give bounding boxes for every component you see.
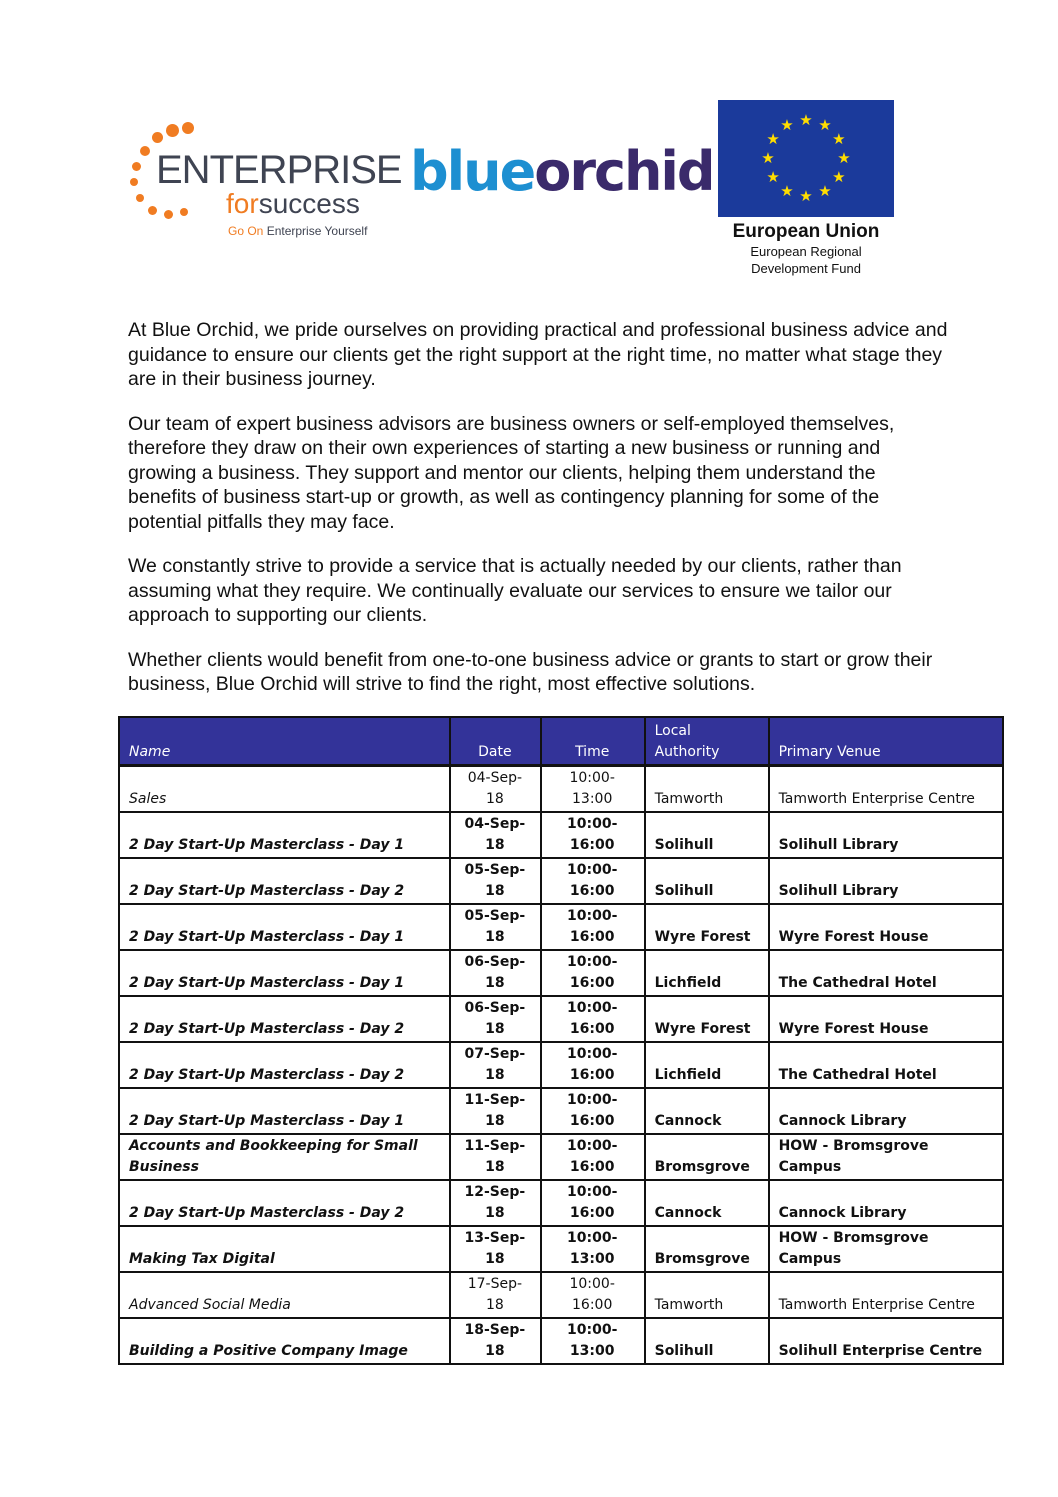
cell-name: 2 Day Start-Up Masterclass - Day 2 bbox=[119, 1180, 450, 1226]
schedule-table bbox=[118, 716, 1004, 1365]
cell-venue: Solihull Enterprise Centre bbox=[769, 1318, 1003, 1364]
eu-star-icon: ★ bbox=[799, 112, 813, 129]
cell-name: 2 Day Start-Up Masterclass - Day 1 bbox=[119, 812, 450, 858]
cell-name: Sales bbox=[119, 766, 450, 813]
cell-time: 10:00-16:00 bbox=[541, 950, 645, 996]
cell-name: Accounts and Bookkeeping for Small Business bbox=[119, 1134, 450, 1180]
cell-date: 18-Sep-18 bbox=[450, 1318, 541, 1364]
cell-date: 05-Sep-18 bbox=[450, 904, 541, 950]
cell-local-authority: Wyre Forest bbox=[645, 904, 769, 950]
table-row bbox=[119, 950, 1003, 996]
cell-name: Building a Positive Company Image bbox=[119, 1318, 450, 1364]
table-row bbox=[119, 1180, 1003, 1226]
efs-tagline: Go On Enterprise Yourself bbox=[228, 224, 368, 238]
header-date: Date bbox=[450, 717, 541, 766]
cell-venue: Solihull Library bbox=[769, 812, 1003, 858]
table-row bbox=[119, 1134, 1003, 1180]
eu-star-icon: ★ bbox=[832, 131, 846, 148]
table-row bbox=[119, 1318, 1003, 1364]
cell-time: 10:00-13:00 bbox=[541, 766, 645, 813]
eu-star-icon: ★ bbox=[837, 150, 851, 167]
cell-venue: Tamworth Enterprise Centre bbox=[769, 766, 1003, 813]
cell-local-authority: Bromsgrove bbox=[645, 1134, 769, 1180]
efs-line2: forsuccess bbox=[226, 188, 360, 219]
eu-star-icon: ★ bbox=[780, 117, 794, 135]
enterprise-for-success-logo bbox=[128, 118, 402, 248]
cell-time: 10:00-16:00 bbox=[541, 812, 645, 858]
cell-time: 10:00-16:00 bbox=[541, 1088, 645, 1134]
cell-venue: Cannock Library bbox=[769, 1088, 1003, 1134]
cell-date: 04-Sep-18 bbox=[450, 766, 541, 813]
cell-local-authority: Cannock bbox=[645, 1088, 769, 1134]
table-row bbox=[119, 1226, 1003, 1272]
cell-time: 10:00-16:00 bbox=[541, 904, 645, 950]
cell-local-authority: Cannock bbox=[645, 1180, 769, 1226]
intro-text bbox=[128, 318, 948, 717]
cell-venue: Tamworth Enterprise Centre bbox=[769, 1272, 1003, 1318]
cell-local-authority: Solihull bbox=[645, 812, 769, 858]
table-header-row bbox=[119, 717, 1003, 766]
cell-local-authority: Solihull bbox=[645, 858, 769, 904]
eu-logo bbox=[718, 100, 894, 276]
cell-local-authority: Tamworth bbox=[645, 1272, 769, 1318]
cell-time: 10:00-13:00 bbox=[541, 1318, 645, 1364]
eu-star-icon: ★ bbox=[818, 117, 832, 135]
header-primary-venue: Primary Venue bbox=[769, 717, 1003, 766]
cell-date: 17-Sep-18 bbox=[450, 1272, 541, 1318]
cell-time: 10:00-16:00 bbox=[541, 1042, 645, 1088]
cell-venue: Cannock Library bbox=[769, 1180, 1003, 1226]
eu-star-icon: ★ bbox=[761, 150, 775, 167]
cell-date: 11-Sep-18 bbox=[450, 1088, 541, 1134]
cell-venue: The Cathedral Hotel bbox=[769, 1042, 1003, 1088]
cell-local-authority: Wyre Forest bbox=[645, 996, 769, 1042]
table-row bbox=[119, 904, 1003, 950]
cell-name: Making Tax Digital bbox=[119, 1226, 450, 1272]
table-row bbox=[119, 766, 1003, 813]
cell-local-authority: Lichfield bbox=[645, 1042, 769, 1088]
efs-line1: ENTERPRISE bbox=[156, 148, 402, 192]
cell-venue: The Cathedral Hotel bbox=[769, 950, 1003, 996]
cell-date: 05-Sep-18 bbox=[450, 858, 541, 904]
cell-local-authority: Lichfield bbox=[645, 950, 769, 996]
eu-sub2: Development Fund bbox=[751, 261, 861, 276]
cell-date: 12-Sep-18 bbox=[450, 1180, 541, 1226]
intro-paragraph: At Blue Orchid, we pride ourselves on providing practical and professional business advice and guidance to ensure our clients get the right support at the right time, no matter what stage they are in their business journey. bbox=[128, 319, 948, 390]
cell-local-authority: Solihull bbox=[645, 1318, 769, 1364]
eu-star-icon: ★ bbox=[766, 169, 780, 186]
cell-venue: Solihull Library bbox=[769, 858, 1003, 904]
intro-paragraph: We constantly strive to provide a service that is actually needed by our clients, rather than assuming what they require. We continually evaluate our services to ensure we tailor our approach to supporting our clients. bbox=[128, 555, 902, 626]
cell-local-authority: Tamworth bbox=[645, 766, 769, 813]
eu-sub1: European Regional bbox=[750, 244, 862, 259]
header-time: Time bbox=[541, 717, 645, 766]
eu-star-icon: ★ bbox=[766, 131, 780, 148]
header-local-authority: Local Authority bbox=[645, 717, 769, 766]
cell-time: 10:00-16:00 bbox=[541, 1180, 645, 1226]
cell-name: 2 Day Start-Up Masterclass - Day 1 bbox=[119, 904, 450, 950]
table-row bbox=[119, 858, 1003, 904]
table-row bbox=[119, 1272, 1003, 1318]
cell-name: 2 Day Start-Up Masterclass - Day 2 bbox=[119, 996, 450, 1042]
cell-venue: Wyre Forest House bbox=[769, 996, 1003, 1042]
cell-time: 10:00-16:00 bbox=[541, 858, 645, 904]
cell-date: 11-Sep-18 bbox=[450, 1134, 541, 1180]
intro-paragraph: Whether clients would benefit from one-to-one business advice or grants to start or grow their business, Blue Orchid will strive to find the right, most effective solutions. bbox=[128, 648, 933, 695]
header-name: Name bbox=[119, 717, 450, 766]
eu-star-icon: ★ bbox=[799, 188, 813, 205]
cell-name: 2 Day Start-Up Masterclass - Day 2 bbox=[119, 858, 450, 904]
cell-name: 2 Day Start-Up Masterclass - Day 1 bbox=[119, 1088, 450, 1134]
cell-date: 06-Sep-18 bbox=[450, 996, 541, 1042]
cell-date: 04-Sep-18 bbox=[450, 812, 541, 858]
eu-star-icon: ★ bbox=[818, 182, 832, 200]
cell-name: 2 Day Start-Up Masterclass - Day 2 bbox=[119, 1042, 450, 1088]
blue-orchid-logo: blueorchid bbox=[410, 140, 714, 203]
table-row bbox=[119, 1042, 1003, 1088]
cell-name: Advanced Social Media bbox=[119, 1272, 450, 1318]
cell-time: 10:00-16:00 bbox=[541, 996, 645, 1042]
cell-time: 10:00-16:00 bbox=[541, 1272, 645, 1318]
cell-time: 10:00-16:00 bbox=[541, 1134, 645, 1180]
eu-star-icon: ★ bbox=[832, 169, 846, 186]
table-row bbox=[119, 812, 1003, 858]
cell-date: 06-Sep-18 bbox=[450, 950, 541, 996]
cell-venue: HOW - Bromsgrove Campus bbox=[769, 1226, 1003, 1272]
table-row bbox=[119, 996, 1003, 1042]
eu-name: European Union bbox=[732, 221, 880, 242]
logo-banner bbox=[0, 0, 1058, 300]
eu-flag-icon bbox=[718, 100, 894, 217]
eu-star-icon: ★ bbox=[780, 182, 794, 200]
intro-paragraph: Our team of expert business advisors are business owners or self-employed themselves, therefore they draw on their own experiences of starting a new business or running and growing a business. They support and mentor our clients, helping them understand the benefits of business start-up or growth, as well as contingency planning for some of the potential pitfalls they may face. bbox=[128, 412, 895, 533]
cell-name: 2 Day Start-Up Masterclass - Day 1 bbox=[119, 950, 450, 996]
cell-date: 13-Sep-18 bbox=[450, 1226, 541, 1272]
cell-local-authority: Bromsgrove bbox=[645, 1226, 769, 1272]
cell-date: 07-Sep-18 bbox=[450, 1042, 541, 1088]
cell-time: 10:00-13:00 bbox=[541, 1226, 645, 1272]
cell-venue: Wyre Forest House bbox=[769, 904, 1003, 950]
table-row bbox=[119, 1088, 1003, 1134]
cell-venue: HOW - Bromsgrove Campus bbox=[769, 1134, 1003, 1180]
